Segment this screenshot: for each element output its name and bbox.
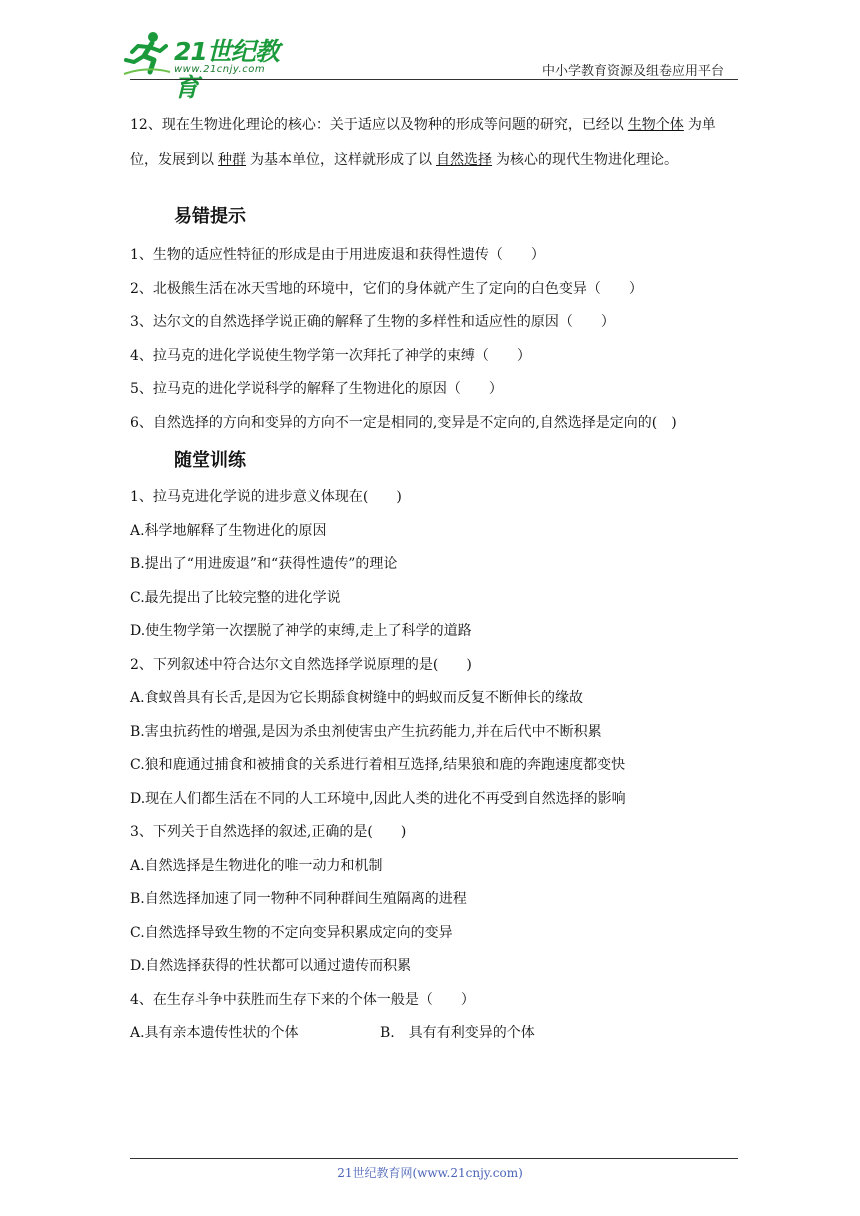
platform-name: 中小学教育资源及组卷应用平台 [541, 64, 724, 79]
error-item: 3、达尔文的自然选择学说正确的解释了生物的多样性和适应性的原因（ ） [130, 314, 615, 330]
q12-text-3: 为基本单位，这样就形成了以 [250, 152, 432, 168]
practice-option: B.自然选择加速了同一物种不同种群间生殖隔离的进程 [130, 891, 467, 907]
practice-question-4: 4、在生存斗争中获胜而生存下来的个体一般是（ ） [130, 991, 475, 1008]
q12-blank-3: 自然选择 [436, 152, 492, 168]
practice-option: C.自然选择导致生物的不定向变异积累成定向的变异 [130, 924, 453, 941]
page-header [0, 0, 860, 102]
practice-option-a: A.具有亲本遗传性状的个体 [130, 1025, 299, 1041]
q12-text-1: 12、现在生物进化理论的核心：关于适应以及物种的形成等问题的研究，已经以 [130, 117, 624, 133]
practice-option: C.狼和鹿通过捕食和被捕食的关系进行着相互选择,结果狼和鹿的奔跑速度都变快 [130, 757, 626, 773]
practice-option: B.害虫抗药性的增强,是因为杀虫剂使害虫产生抗药能力,并在后代中不断积累 [130, 723, 602, 740]
footer-divider [130, 1158, 738, 1159]
practice-question-3: 3、下列关于自然选择的叙述,正确的是( ) [130, 824, 407, 840]
practice-option-b: B. 具有有利变异的个体 [380, 1025, 535, 1041]
logo-text: 21世纪教育 [174, 37, 279, 102]
q12-text-2: 为单位，发展到以 [130, 117, 716, 168]
practice-question-1: 1、拉马克进化学说的进步意义体现在( ) [130, 489, 402, 505]
error-item: 5、拉马克的进化学说科学的解释了生物进化的原因（ ） [130, 381, 503, 397]
practice-option: B.提出了“用进废退”和“获得性遗传”的理论 [130, 556, 398, 572]
practice-option: C.最先提出了比较完整的进化学说 [130, 589, 341, 606]
practice-option: A.科学地解释了生物进化的原因 [130, 522, 327, 539]
practice-options-row [130, 1017, 738, 1051]
question-12 [130, 108, 738, 178]
practice-option: D.自然选择获得的性状都可以通过遗传而积累 [130, 958, 412, 974]
practice-option: A.自然选择是生物进化的唯一动力和机制 [130, 857, 383, 874]
footer-text: 21世纪教育网(www.21cnjy.com) [337, 1166, 523, 1180]
error-item: 1、生物的适应性特征的形成是由于用进废退和获得性遗传（ ） [130, 247, 545, 263]
runner-icon [122, 30, 172, 76]
error-item: 4、拉马克的进化学说使生物学第一次拜托了神学的束缚（ ） [130, 347, 531, 364]
logo-url: www.21cnjy.com [174, 64, 266, 75]
practice-option: A.食蚁兽具有长舌,是因为它长期舔食树缝中的蚂蚁而反复不断伸长的缘故 [130, 690, 584, 706]
logo [122, 30, 292, 102]
practice-question-2: 2、下列叙述中符合达尔文自然选择学说原理的是( ) [130, 656, 472, 673]
q12-text-4: 为核心的现代生物进化理论。 [496, 152, 678, 168]
error-item: 2、北极熊生活在冰天雪地的环境中，它们的身体就产生了定向的白色变异（ ） [130, 280, 643, 297]
practice-option: D.现在人们都生活在不同的人工环境中,因此人类的进化不再受到自然选择的影响 [130, 790, 626, 807]
header-divider [130, 79, 738, 80]
error-item: 6、自然选择的方向和变异的方向不一定是相同的,变异是不定向的,自然选择是定向的( ) [130, 414, 677, 431]
q12-blank-2: 种群 [218, 152, 246, 168]
section-title-practice: 随堂训练 [174, 450, 246, 471]
practice-option: D.使生物学第一次摆脱了神学的束缚,走上了科学的道路 [130, 623, 472, 639]
section-title-errors: 易错提示 [174, 206, 246, 227]
document-body [130, 108, 738, 1051]
q12-blank-1: 生物个体 [627, 117, 684, 133]
